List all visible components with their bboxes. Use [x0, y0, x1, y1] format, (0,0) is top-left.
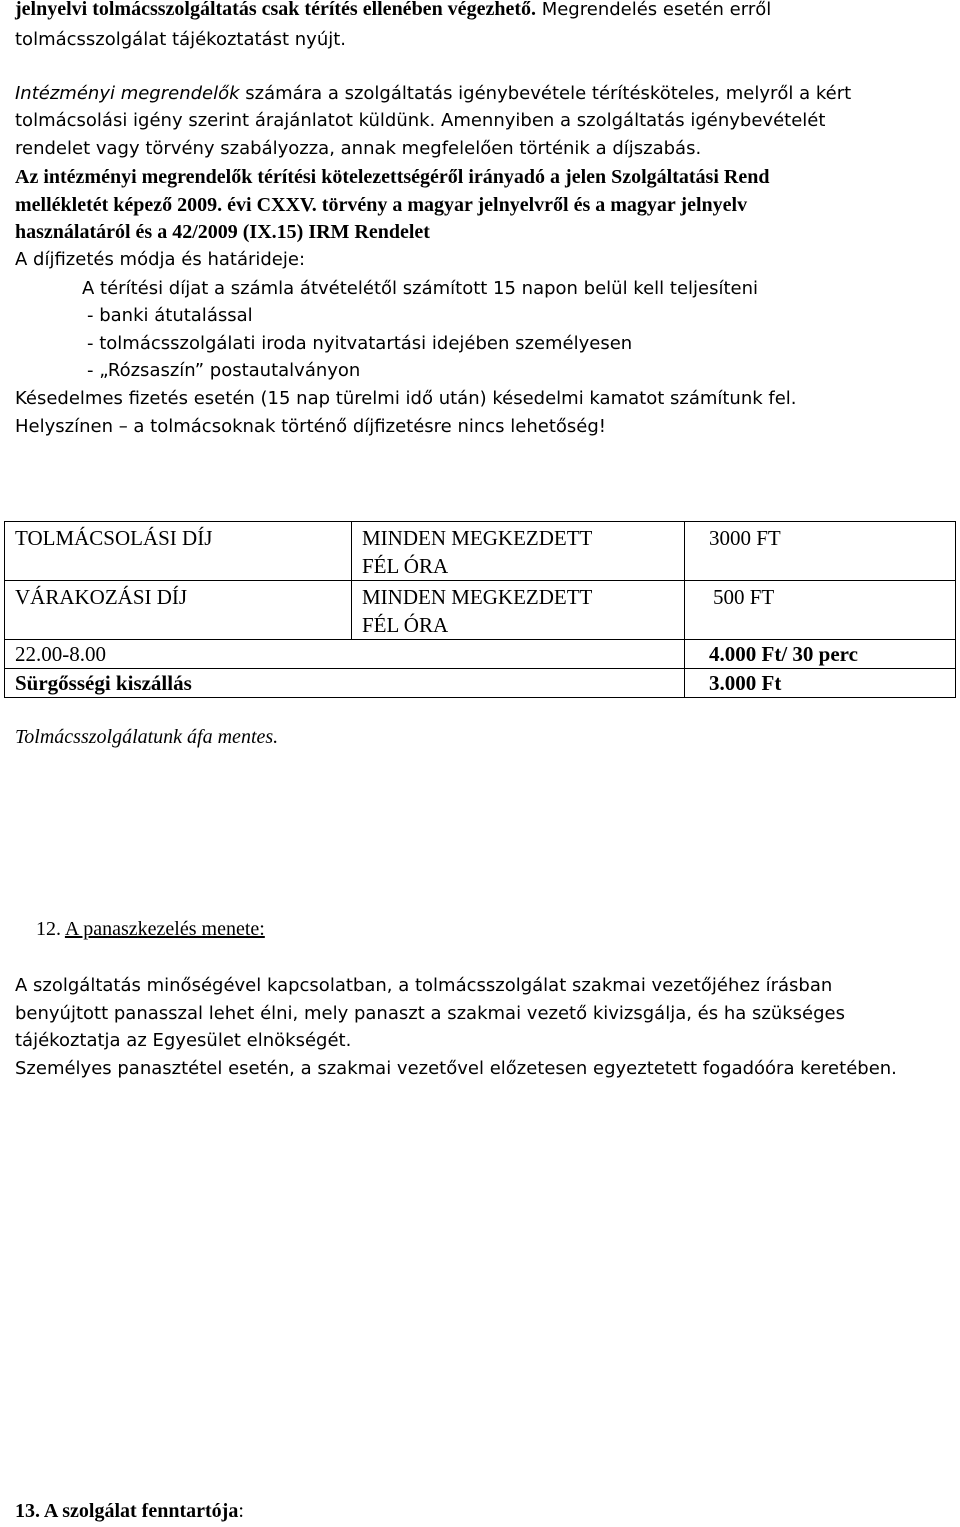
institutional-line-3: rendelet vagy törvény szabályozza, annak megfelelően történik a díjszabás.	[15, 138, 702, 159]
table-row	[5, 640, 956, 669]
fee-name-cell	[5, 640, 685, 669]
fee-unit-line-2: FÉL ÓRA	[362, 613, 449, 637]
section-12-title: A panaszkezelés menete:	[64, 918, 265, 940]
payment-heading: A díjfizetés módja és határideje:	[15, 249, 306, 270]
institutional-italic-text: Intézményi megrendelők	[15, 83, 240, 104]
fee-name-cell	[5, 581, 352, 640]
institutional-line-2	[15, 107, 825, 134]
institutional-line-2-rest: Amennyiben a szolgáltatás igénybevételét	[435, 110, 826, 131]
intro-bold-text: jelnyelvi tolmácsszolgáltatás csak térítés ellenében végezhető.	[15, 0, 536, 20]
table-row	[5, 581, 956, 640]
institutional-rest-text: számára a szolgáltatás igénybevétele térítésköteles, melyről a kért	[239, 83, 852, 104]
section-13-colon: :	[238, 1500, 244, 1522]
payment-deadline: A térítési díjat a számla átvételétől számított 15 napon belül kell teljesíteni	[82, 278, 759, 299]
fee-unit-line-2: FÉL ÓRA	[362, 554, 449, 578]
fee-name: Sürgősségi kiszállás	[15, 671, 192, 695]
section-12-heading	[36, 916, 265, 943]
fee-name: TOLMÁCSOLÁSI DÍJ	[15, 526, 213, 550]
fee-unit-cell	[352, 581, 685, 640]
fee-price: 3000 FT	[709, 526, 781, 550]
payment-method-transfer: - banki átutalással	[87, 305, 253, 326]
fee-price: 3.000 Ft	[709, 671, 782, 695]
fee-unit-line-1: MINDEN MEGKEZDETT	[362, 526, 593, 550]
fee-name-cell	[5, 669, 685, 698]
fee-price-cell	[685, 522, 956, 581]
regulation-bold-line-3: használatáról és a 42/2009 (IX.15) IRM Rendelet	[15, 221, 430, 243]
fee-name: VÁRAKOZÁSI DÍJ	[15, 585, 188, 609]
section-13-number: 13.	[15, 1500, 40, 1522]
fee-unit-cell	[352, 522, 685, 581]
payment-method-personal: - tolmácsszolgálati iroda nyitvatartási idejében személyesen	[87, 333, 633, 354]
fee-price: 500 FT	[713, 585, 775, 609]
fee-unit-line-1: MINDEN MEGKEZDETT	[362, 585, 593, 609]
payment-onsite-note: Helyszínen – a tolmácsoknak történő díjfizetésre nincs lehetőség!	[15, 416, 606, 437]
section-12-line-1: A szolgáltatás minőségével kapcsolatban, a tolmácsszolgálat szakmai vezetőjéhez írásban	[15, 975, 833, 996]
section-13-heading	[15, 1498, 244, 1525]
section-12-line-3: tájékoztatja az Egyesület elnökségét.	[15, 1030, 352, 1051]
intro-line-1	[15, 0, 771, 23]
fee-price-cell	[685, 640, 956, 669]
institutional-line-2-text: tolmácsolási igény szerint árajánlatot küldünk.	[15, 110, 436, 131]
section-12-number: 12.	[36, 918, 61, 940]
table-row	[5, 669, 956, 698]
table-row	[5, 522, 956, 581]
section-12-line-2: benyújtott panasszal lehet élni, mely panaszt a szakmai vezető kivizsgálja, és ha szükséges	[15, 1003, 845, 1024]
intro-rest-text: Megrendelés esetén erről	[535, 0, 772, 20]
regulation-bold-line-1: Az intézményi megrendelők térítési kötelezettségéről irányadó a jelen Szolgáltatási Rend	[15, 166, 770, 188]
payment-late-fee: Késedelmes fizetés esetén (15 nap türelmi idő után) késedelmi kamatot számítunk fel.	[15, 388, 797, 409]
vat-note: Tolmácsszolgálatunk áfa mentes.	[15, 726, 279, 748]
intro-line-2: tolmácsszolgálat tájékoztatást nyújt.	[15, 29, 347, 50]
fee-price-cell	[685, 669, 956, 698]
payment-method-postal: - „Rózsaszín” postautalványon	[87, 360, 361, 381]
fee-name-cell	[5, 522, 352, 581]
section-13-title: A szolgálat fenntartója	[43, 1500, 239, 1522]
fee-table	[4, 521, 956, 698]
regulation-bold-line-2: mellékletét képező 2009. évi CXXV. törvény a magyar jelnyelvről és a magyar jelnyelv	[15, 194, 748, 216]
section-12-line-4: Személyes panasztétel esetén, a szakmai vezetővel előzetesen egyeztetett fogadóóra keretében.	[15, 1058, 897, 1079]
fee-price-cell	[685, 581, 956, 640]
institutional-line-1	[15, 80, 851, 107]
fee-name: 22.00-8.00	[15, 642, 106, 666]
fee-price: 4.000 Ft/ 30 perc	[709, 642, 858, 666]
